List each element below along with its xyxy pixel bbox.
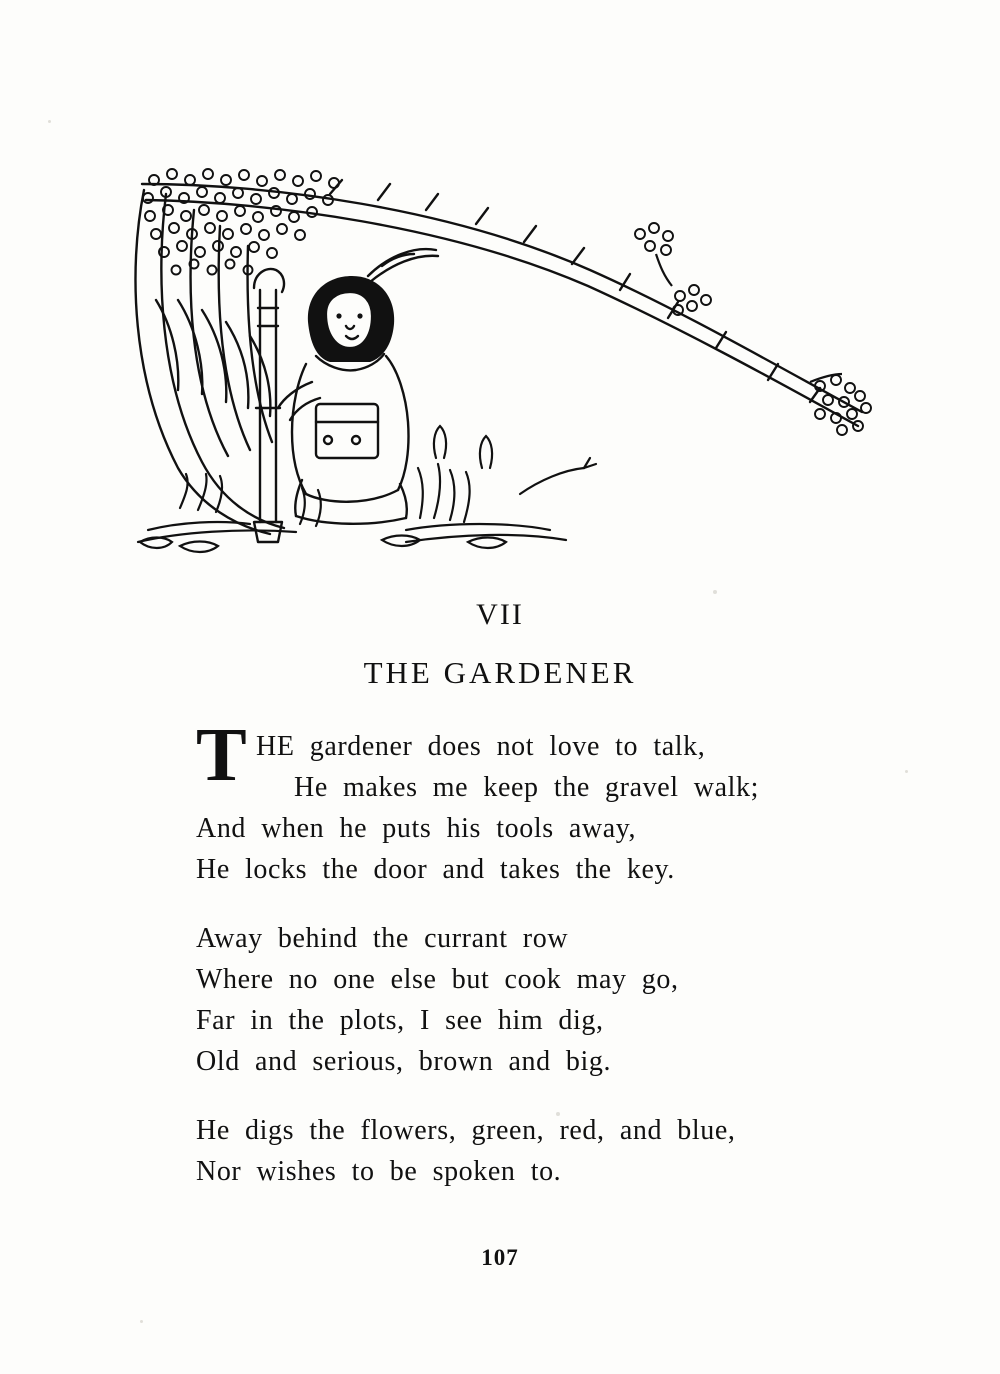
page-title: THE GARDENER: [363, 655, 637, 690]
poem-line: He locks the door and takes the key.: [196, 854, 675, 885]
poem-line: Nor wishes to be spoken to.: [196, 1156, 562, 1187]
poem-body: [196, 713, 856, 1220]
page-number: 107: [481, 1245, 519, 1270]
poem-line: Far in the plots, I see him dig,: [196, 1005, 604, 1036]
poem-line: Away behind the currant row: [196, 923, 569, 954]
chapter-illustration: [120, 150, 900, 560]
chapter-numeral: VII: [476, 598, 524, 631]
illustration-svg: [120, 150, 900, 560]
drop-cap: T: [196, 713, 247, 797]
poem-line: He makes me keep the gravel walk;: [294, 772, 760, 803]
poem-line: Old and serious, brown and big.: [196, 1046, 612, 1077]
blossom-cluster-mid: [635, 223, 711, 315]
stanza-1: [196, 713, 856, 890]
paper-speck: [713, 590, 717, 594]
paper-speck: [905, 770, 908, 773]
paper-speck: [48, 120, 51, 123]
stanza-3: [196, 1110, 856, 1192]
poem-line: And when he puts his tools away,: [196, 813, 637, 844]
ground-grass: [138, 426, 596, 552]
poem-line: He digs the flowers, green, red, and blue,: [196, 1115, 736, 1146]
poem-line: HE gardener does not love to talk,: [256, 731, 706, 762]
paper-speck: [140, 1320, 143, 1323]
child-figure: [254, 249, 438, 542]
poem-line: Where no one else but cook may go,: [196, 964, 679, 995]
stanza-2: [196, 918, 856, 1082]
